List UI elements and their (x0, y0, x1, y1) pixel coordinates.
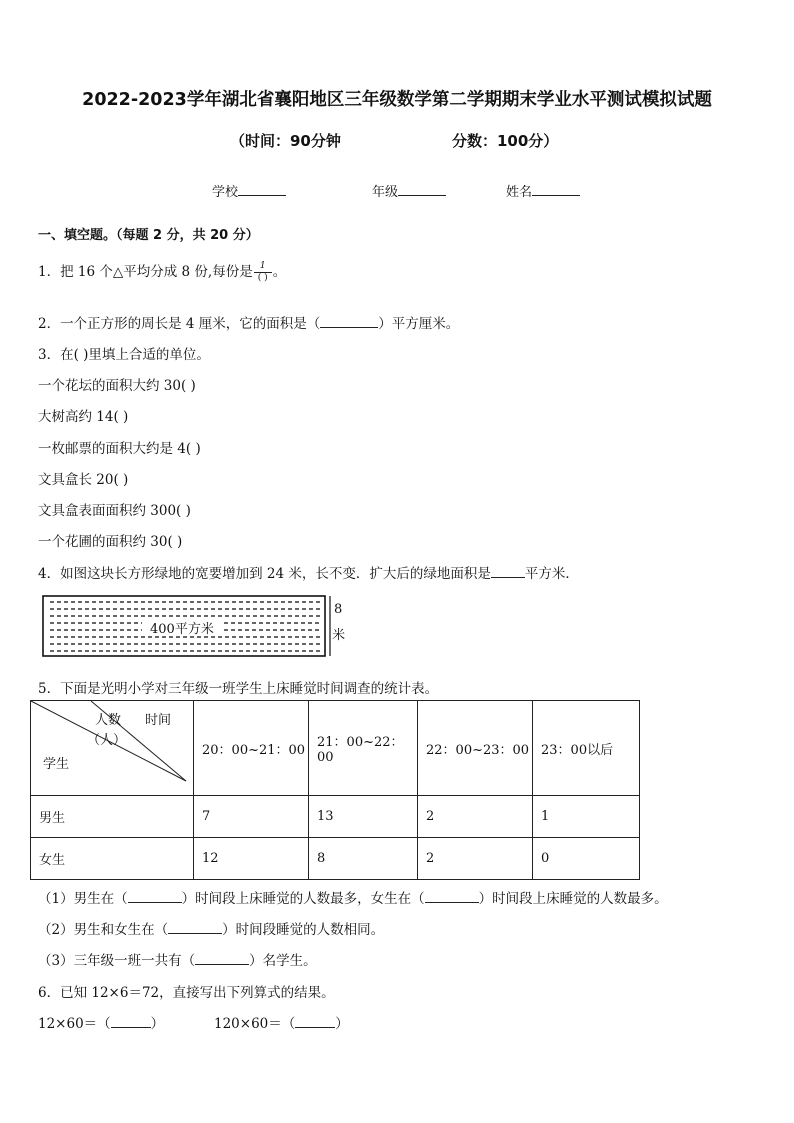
q6-expression-2 (214, 1012, 349, 1032)
column-header: 22：00~23：00 (418, 701, 533, 796)
question-1 (38, 260, 286, 283)
corner-student-label: 学生 (43, 757, 70, 772)
exam-time: （时间：90分钟 (230, 132, 341, 150)
q6-expression-1 (38, 1012, 164, 1032)
question-4 (38, 562, 579, 582)
q1-text: 1．把 16 个△平均分成 8 份,每份是 (38, 264, 253, 280)
q5-sub1-a: （1）男生在（ (38, 891, 128, 907)
q6-expr2-text: 120×60＝（ (214, 1016, 296, 1032)
name-field (506, 181, 580, 200)
table-cell: 1 (533, 796, 640, 838)
figure-side-unit: 米 (332, 628, 346, 643)
q6-expr2-blank[interactable] (295, 1015, 335, 1028)
q3-item: 一个花圃的面积约 30( ) (38, 534, 183, 550)
table-cell: 8 (309, 838, 418, 880)
q5-sub3-blank[interactable] (195, 952, 249, 965)
grade-field (372, 181, 446, 200)
school-label: 学校 (212, 185, 239, 200)
q1-numerator: 1 (259, 261, 266, 271)
q5-sub3-b: ）名学生。 (249, 953, 317, 969)
question-5-intro: 5．下面是光明小学对三年级一班学生上床睡觉时间调查的统计表。 (38, 681, 439, 697)
q5-sub1-b: ）时间段上床睡觉的人数最多，女生在（ (181, 891, 425, 907)
question-6-intro: 6．已知 12×6＝72，直接写出下列算式的结果。 (38, 985, 335, 1001)
grade-label: 年级 (372, 185, 399, 200)
grade-blank[interactable] (398, 183, 446, 196)
q3-item: 文具盒长 20( ) (38, 472, 129, 488)
q6-expr1-blank[interactable] (111, 1015, 151, 1028)
table-cell: 7 (194, 796, 309, 838)
column-header: 20：00~21：00 (194, 701, 309, 796)
table-row-girls (31, 838, 640, 880)
table-cell: 2 (418, 838, 533, 880)
column-header: 23：00以后 (533, 701, 640, 796)
q5-sub2-a: （2）男生和女生在（ (38, 922, 169, 938)
corner-count-label: 人数 (95, 713, 122, 728)
table-row-boys (31, 796, 640, 838)
q6-expr2-close: ） (335, 1016, 349, 1032)
q2-text-before: 2．一个正方形的周长是 4 厘米，它的面积是（ (38, 316, 321, 332)
table-corner-cell (31, 701, 194, 796)
q5-sub2-blank[interactable] (168, 921, 222, 934)
q5-sub3-a: （3）三年级一班一共有（ (38, 953, 196, 969)
q6-expr1-text: 12×60＝（ (38, 1016, 111, 1032)
row-label: 男生 (31, 796, 194, 838)
q4-text-after: 平方米． (524, 566, 579, 582)
figure-area-label: 400平方米 (150, 622, 214, 637)
section-heading: 一、填空题。（每题 2 分，共 20 分） (38, 228, 259, 243)
question-2 (38, 312, 459, 332)
q1-fraction (254, 262, 272, 283)
q4-text-before: 4．如图这块长方形绿地的宽要增加到 24 米，长不变．扩大后的绿地面积是 (38, 566, 491, 582)
q5-sub2-b: ）时间段睡觉的人数相同。 (222, 922, 385, 938)
q5-subquestion-2 (38, 918, 384, 938)
name-blank[interactable] (532, 183, 580, 196)
q3-item: 一个花坛的面积大约 30( ) (38, 378, 196, 394)
page-title: 2022-2023学年湖北省襄阳地区三年级数学第二学期期末学业水平测试模拟试题 (82, 90, 712, 110)
q2-answer-blank[interactable] (320, 315, 378, 328)
table-cell: 2 (418, 796, 533, 838)
corner-time-label: 时间 (145, 713, 172, 728)
table-header-row (31, 701, 640, 796)
row-label: 女生 (31, 838, 194, 880)
q3-item: 一枚邮票的面积大约是 4( ) (38, 441, 201, 457)
q5-sub1-c: ）时间段上床睡觉的人数最多。 (478, 891, 668, 907)
q5-subquestion-1 (38, 887, 668, 907)
q5-sub1-blank-2[interactable] (425, 890, 479, 903)
exam-score: 分数：100分） (452, 132, 559, 150)
column-header: 21：00~22：00 (309, 701, 418, 796)
school-blank[interactable] (238, 183, 286, 196)
school-field (212, 181, 286, 200)
q1-end: 。 (272, 264, 287, 280)
q1-denominator: ( ) (257, 273, 268, 283)
name-label: 姓名 (506, 185, 533, 200)
table-cell: 12 (194, 838, 309, 880)
q5-subquestion-3 (38, 949, 317, 969)
q5-sub1-blank-1[interactable] (128, 890, 182, 903)
corner-count-unit: （人） (87, 733, 127, 748)
figure-side-number: 8 (334, 602, 343, 617)
green-field-figure (42, 594, 352, 666)
q4-answer-blank[interactable] (491, 565, 525, 578)
q6-expr1-close: ） (150, 1016, 165, 1032)
sleep-survey-table (30, 700, 640, 880)
q2-text-after: ）平方厘米。 (378, 316, 460, 332)
question-3-intro: 3．在( )里填上合适的单位。 (38, 347, 210, 363)
table-cell: 0 (533, 838, 640, 880)
table-cell: 13 (309, 796, 418, 838)
q3-item: 文具盒表面面积约 300( ) (38, 503, 191, 519)
q3-item: 大树高约 14( ) (38, 409, 129, 425)
